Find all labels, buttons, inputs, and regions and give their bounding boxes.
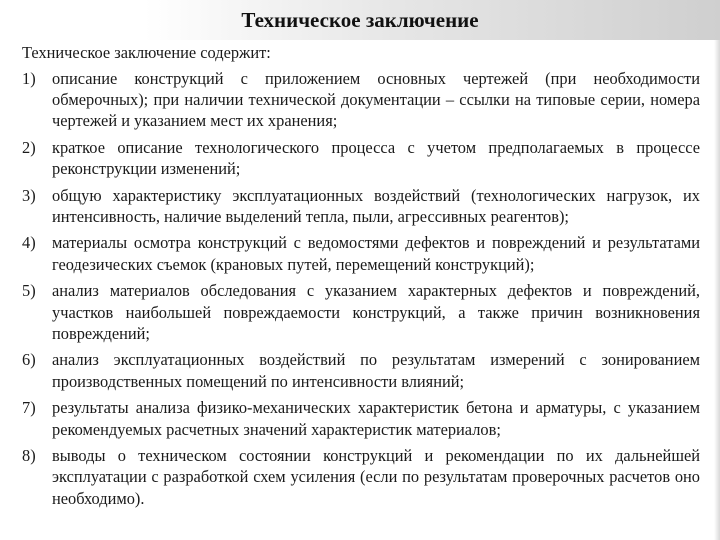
list-item (22, 397, 700, 440)
list-item-number: 4) (22, 233, 36, 253)
list-item-number: 3) (22, 185, 36, 205)
intro-text: Техническое заключение содержит: (22, 43, 271, 62)
list-item-text: анализ эксплуатационных воздействий по результатам измерений с зонированием производственных помещений по интенсивности влияний; (52, 350, 700, 391)
list-item (22, 68, 700, 132)
list-item-number: 2) (22, 137, 36, 157)
list-item-text: выводы о техническом состоянии конструкций и рекомендации по их дальнейшей эксплуатации с разработкой схем усиления (если по результатам проверочных расчетов оно необходимо). (52, 446, 700, 508)
list-item-number: 1) (22, 68, 36, 88)
requirements-list (22, 68, 700, 510)
list-item-text: описание конструкций с приложением основных чертежей (при необходимости обмерочных); при наличии технической документации – ссылки на типовые серии, номера чертежей и указанием мест их хранения; (52, 68, 700, 131)
list-item-number: 8) (22, 446, 36, 465)
list-item (22, 349, 700, 392)
list-item (22, 232, 700, 275)
list-item-text: общую характеристику эксплуатационных воздействий (технологических нагрузок, их интенсивность, наличие выделений тепла, пыли, агрессивных реагентов); (52, 185, 700, 226)
list-item-text: анализ материалов обследования с указанием характерных дефектов и повреждений, участков наибольшей повреждаемости конструкций, а также причин возникновения повреждений; (52, 281, 700, 343)
right-edge-shadow (714, 40, 720, 540)
list-item-text: результаты анализа физико-механических характеристик бетона и арматуры, с указанием рекомендуемых расчетных значений характеристик материалов; (52, 398, 700, 439)
list-item (22, 185, 700, 228)
list-item-number: 5) (22, 281, 36, 301)
list-item (22, 137, 700, 180)
list-item-number: 7) (22, 398, 36, 418)
slide-title: Техническое заключение (241, 8, 479, 32)
list-item (22, 280, 700, 344)
list-item-text: краткое описание технологического процесса с учетом предполагаемых в процессе реконструкции изменений; (52, 137, 700, 179)
slide-content (22, 42, 700, 514)
list-item (22, 445, 700, 509)
list-item-number: 6) (22, 350, 36, 370)
list-item-text: материалы осмотра конструкций с ведомостями дефектов и повреждений и результатами геодезических съемок (крановых путей, перемещений конструкций); (52, 233, 700, 274)
